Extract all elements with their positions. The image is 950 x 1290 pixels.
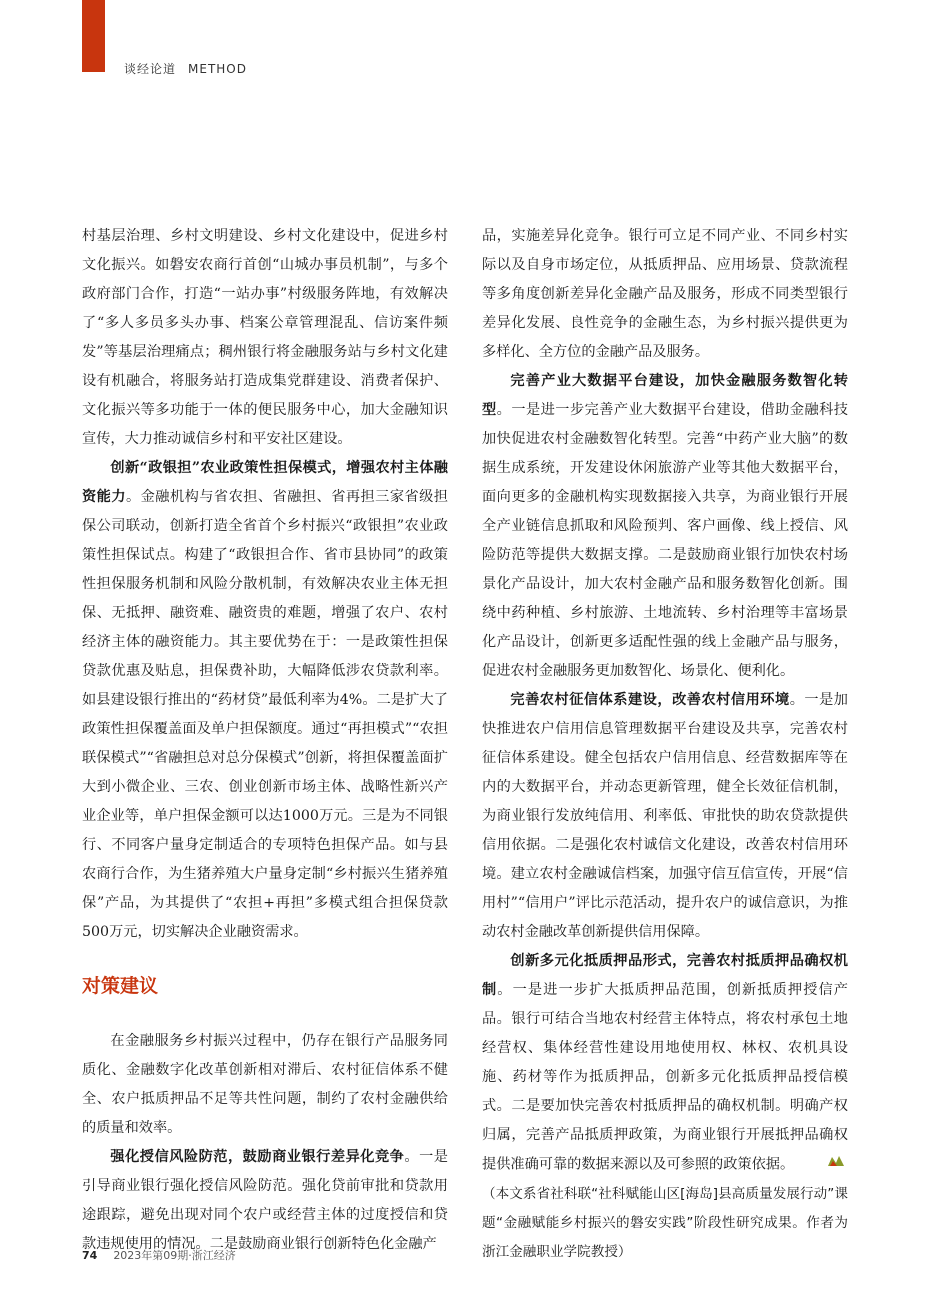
header-accent-bar [82, 0, 105, 72]
paragraph [82, 1143, 448, 1259]
paragraph-heading: 创新“政银担”农业政策性担保模式，增强农村主体融资能力 [82, 460, 448, 505]
paragraph-text: 。一是进一步扩大抵质押品范围，创新抵质押授信产品。银行可结合当地农村经营主体特点，将农村承包土地经营权、集体经营性建设用地使用权、林权、农机具设施、药材等作为抵质押品，创新多元化抵质押品授信模式。二是要加快完善农村抵质押品的确权机制。明确产权归属，完善产品抵质押政策，为商业银行开展抵押品确权提供准确可靠的数据来源以及可参照的政策依据。 [482, 982, 848, 1173]
paragraph-text: 。一是加快推进农户信用信息管理数据平台建设及共享，完善农村征信体系建设。健全包括农户信用信息、经营数据库等在内的大数据平台，并动态更新管理，健全长效征信机制，为商业银行发放纯信用、利率低、审批快的助农贷款提供信用依据。二是强化农村诚信文化建设，改善农村信用环境。建立农村金融诚信档案，加强守信互信宣传，开展“信用村”“信用户”评比示范活动，提升农户的诚信意识，为推动农村金融改革创新提供信用保障。 [482, 692, 848, 940]
paragraph-text: 。一是引导商业银行强化授信风险防范。强化贷前审批和贷款用途跟踪，避免出现对同个农户或经营主体的过度授信和贷款违规使用的情况。二是鼓励商业银行创新特色化金融产 [82, 1149, 448, 1252]
column-name-en: METHOD [188, 62, 247, 76]
paragraph: 村基层治理、乡村文明建设、乡村文化建设中，促进乡村文化振兴。如磐安农商行首创“山城办事员机制”，与多个政府部门合作，打造“一站办事”村级服务阵地，有效解决了“多人多员多头办事、档案公章管理混乱、信访案件频发”等基层治理痛点；稠州银行将金融服务站与乡村文化建设有机融合，将服务站打造成集党群建设、消费者保护、文化振兴等多功能于一体的便民服务中心，加大金融知识宣传，大力推动诚信乡村和平安社区建设。 [82, 228, 448, 447]
paragraph-heading: 完善农村征信体系建设，改善农村信用环境 [510, 692, 790, 708]
paragraph: 品，实施差异化竞争。银行可立足不同产业、不同乡村实际以及自身市场定位，从抵质押品、应用场景、贷款流程等多角度创新差异化金融产品及服务，形成不同类型银行差异化发展、良性竞争的金融生态，为乡村振兴提供更为多样化、全方位的金融产品及服务。 [482, 228, 848, 360]
page-footer [82, 1247, 236, 1263]
paragraph-heading: 强化授信风险防范，鼓励商业银行差异化竞争 [110, 1149, 405, 1165]
page-number: 74 [82, 1249, 98, 1262]
issue-info: 2023年第09期·浙江经济 [113, 1249, 236, 1262]
paragraph [482, 367, 848, 686]
paragraph-heading: 完善产业大数据平台建设，加快金融服务数智化转型 [482, 373, 848, 418]
paragraph-text: 。一是进一步完善产业大数据平台建设，借助金融科技加快促进农村金融数智化转型。完善“中药产业大脑”的数据生成系统，开发建设休闲旅游产业等其他大数据平台，面向更多的金融机构实现数据接入共享，为商业银行开展全产业链信息抓取和风险预判、客户画像、线上授信、风险防范等提供大数据支撑。二是鼓励商业银行加快农村场景化产品设计，加大农村金融产品和服务数智化创新。围绕中药种植、乡村旅游、土地流转、乡村治理等丰富场景化产品设计，创新更多适配性强的线上金融产品与服务，促进农村金融服务更加数智化、场景化、便利化。 [482, 402, 848, 679]
running-header [124, 60, 247, 77]
paragraph [482, 686, 848, 947]
author-note: （本文系省社科联“社科赋能山区[海岛]县高质量发展行动”课题“金融赋能乡村振兴的磐安实践”阶段性研究成果。作者为浙江金融职业学院教授） [482, 1185, 848, 1260]
paragraph-text: 。金融机构与省农担、省融担、省再担三家省级担保公司联动，创新打造全省首个乡村振兴“政银担”农业政策性担保试点。构建了“政银担合作、省市县协同”的政策性担保服务机制和风险分散机制，有效解决农业主体无担保、无抵押、融资难、融资贵的难题，增强了农户、农村经济主体的融资能力。其主要优势在于：一是政策性担保贷款优惠及贴息，担保费补助，大幅降低涉农贷款利率。如县建设银行推出的“药材贷”最低利率为4%。二是扩大了政策性担保覆盖面及单户担保额度。通过“再担模式”“农担联保模式”“省融担总对总分保模式”创新，将担保覆盖面扩大到小微企业、三农、创业创新市场主体、战略性新兴产业企业等，单户担保金额可以达1000万元。三是为不同银行、不同客户量身定制适合的专项特色担保产品。如与县农商行合作，为生猪养殖大户量身定制“乡村振兴生猪养殖保”产品，为其提供了“农担+再担”多模式组合担保贷款500万元，切实解决企业融资需求。 [82, 489, 448, 940]
paragraph [82, 454, 448, 947]
column-name: 谈经论道 [124, 62, 177, 76]
article-end-icon [798, 1150, 844, 1179]
left-column [82, 222, 448, 1259]
paragraph [482, 947, 848, 1180]
section-title: 对策建议 [82, 975, 159, 997]
paragraph: 在金融服务乡村振兴过程中，仍存在银行产品服务同质化、金融数字化改革创新相对滞后、农村征信体系不健全、农户抵质押品不足等共性问题，制约了农村金融供给的质量和效率。 [82, 1033, 448, 1136]
paragraph-heading: 创新多元化抵质押品形式，完善农村抵质押品确权机制 [482, 953, 848, 998]
right-column [482, 222, 848, 1267]
